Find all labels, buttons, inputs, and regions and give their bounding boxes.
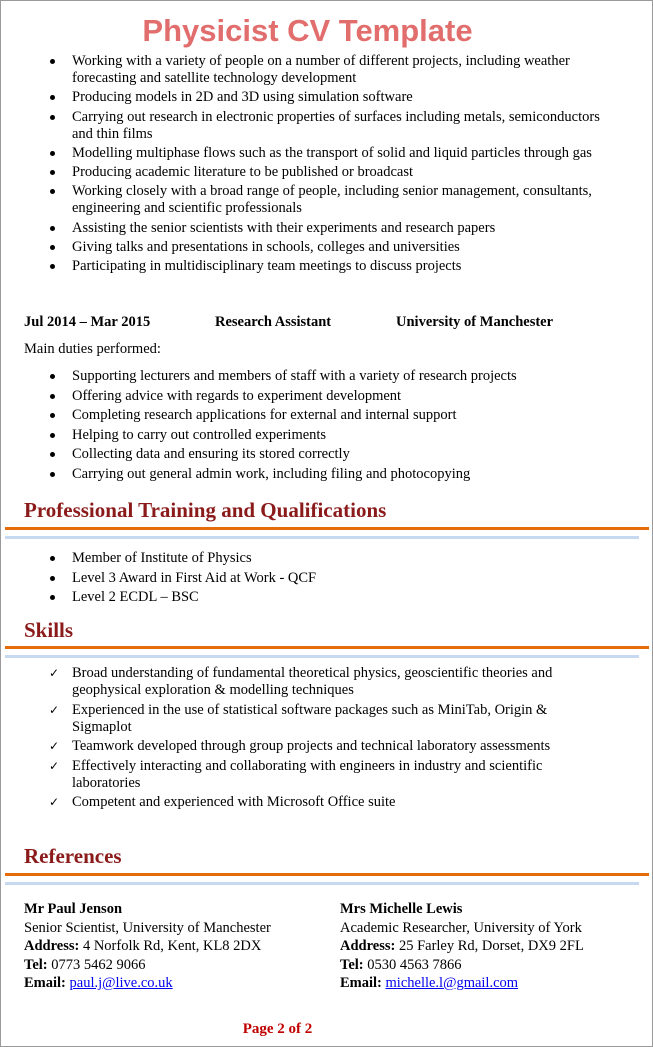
address-label: Address: xyxy=(24,938,80,954)
duties-label: Main duties performed: xyxy=(24,341,161,357)
bullet-icon xyxy=(50,576,55,581)
bullet-icon xyxy=(50,433,55,438)
reference-address: 4 Norfolk Rd, Kent, KL8 2DX xyxy=(79,938,262,954)
bullet-icon xyxy=(50,452,55,457)
email-label: Email: xyxy=(340,975,382,991)
section-rule-orange xyxy=(5,873,649,876)
reference-position: Academic Researcher, University of York xyxy=(340,919,582,936)
reference-name: Mr Paul Jenson xyxy=(24,901,123,917)
bullet-icon xyxy=(50,189,55,194)
bullet-icon xyxy=(50,374,55,379)
list-item: Offering advice with regards to experiment development xyxy=(1,388,601,405)
bullet-icon xyxy=(50,151,55,156)
section-rule-blue xyxy=(5,655,639,658)
reference-address: 25 Farley Rd, Dorset, DX9 2FL xyxy=(395,938,584,954)
list-item: Working closely with a broad range of people, including senior management, consultants, engineering and scientific professionals xyxy=(1,183,601,217)
reference-1 xyxy=(24,900,271,993)
list-item: Member of Institute of Physics xyxy=(1,550,601,567)
list-item: ✓ Experienced in the use of statistical software packages such as MiniTab, Origin & Sigmaplot xyxy=(49,701,548,735)
checkmark-icon: ✓ xyxy=(49,795,60,809)
job-dates: Jul 2014 – Mar 2015 xyxy=(24,314,151,330)
tel-label: Tel: xyxy=(340,956,364,973)
list-item: Level 2 ECDL – BSC xyxy=(1,589,601,606)
bullet-icon xyxy=(50,472,55,477)
bullet-icon xyxy=(50,95,55,100)
bullet-icon xyxy=(50,59,55,64)
bullet-icon xyxy=(50,556,55,561)
reference-tel: 0530 4563 7866 xyxy=(363,956,462,973)
list-item: Modelling multiphase flows such as the transport of solid and liquid particles through gas xyxy=(1,145,601,162)
list-item: Participating in multidisciplinary team meetings to discuss projects xyxy=(1,258,601,275)
list-item: Completing research applications for external and internal support xyxy=(1,407,601,424)
bullet-icon xyxy=(50,115,55,120)
training-heading: Professional Training and Qualifications xyxy=(24,498,387,522)
bullet-icon xyxy=(50,394,55,399)
list-item: Collecting data and ensuring its stored correctly xyxy=(1,446,601,463)
tel-label: Tel: xyxy=(24,956,48,973)
list-item: ✓ Effectively interacting and collaborating with engineers in industry and scientific laboratories xyxy=(49,757,543,791)
bullet-icon xyxy=(50,245,55,250)
list-item: Carrying out general admin work, including filing and photocopying xyxy=(1,466,601,483)
skills-list xyxy=(1,665,601,811)
training-list xyxy=(1,550,601,606)
address-label: Address: xyxy=(340,938,396,954)
section-rule-orange xyxy=(5,646,649,649)
page-number: Page 2 of 2 xyxy=(242,1021,313,1037)
bullet-icon xyxy=(50,264,55,269)
list-item: Working with a variety of people on a number of different projects, including weather forecasting and satellite technology development xyxy=(1,53,601,87)
list-item: Producing models in 2D and 3D using simulation software xyxy=(1,89,601,106)
checkmark-icon: ✓ xyxy=(49,702,60,717)
job-role: Research Assistant xyxy=(215,314,332,330)
list-item: Carrying out research in electronic properties of surfaces including metals, semiconductors and thin films xyxy=(1,109,601,143)
email-label: Email: xyxy=(24,975,66,991)
reference-2 xyxy=(340,900,584,993)
skills-heading: Skills xyxy=(24,618,74,642)
checkmark-icon: ✓ xyxy=(49,666,60,680)
bullet-icon xyxy=(50,226,55,231)
list-item: ✓ Teamwork developed through group projects and technical laboratory assessments xyxy=(49,738,551,754)
bullet-icon xyxy=(50,170,55,175)
list-item: Level 3 Award in First Aid at Work - QCF xyxy=(1,570,601,587)
checkmark-icon: ✓ xyxy=(49,739,60,753)
reference-name: Mrs Michelle Lewis xyxy=(340,901,463,917)
references-heading: References xyxy=(24,844,122,868)
bullet-icon xyxy=(50,413,55,418)
list-item: Supporting lecturers and members of staff with a variety of research projects xyxy=(1,368,601,385)
document-title: Physicist CV Template xyxy=(142,13,473,48)
reference-tel: 0773 5462 9066 xyxy=(47,956,146,973)
job-heading xyxy=(24,314,624,332)
section-rule-orange xyxy=(5,527,649,530)
list-item: Producing academic literature to be published or broadcast xyxy=(1,164,601,181)
reference-position: Senior Scientist, University of Manchester xyxy=(24,919,271,936)
previous-duties-list xyxy=(1,53,601,275)
list-item: Helping to carry out controlled experiments xyxy=(1,427,601,444)
checkmark-icon: ✓ xyxy=(49,758,60,773)
section-rule-blue xyxy=(5,536,639,539)
list-item: ✓ Competent and experienced with Microsoft Office suite xyxy=(49,794,396,810)
bullet-icon xyxy=(50,595,55,600)
reference-email-link[interactable]: paul.j@live.co.uk xyxy=(69,975,173,991)
list-item: Giving talks and presentations in schools, colleges and universities xyxy=(1,239,601,256)
reference-email-link[interactable]: michelle.l@gmail.com xyxy=(385,975,519,991)
list-item: Assisting the senior scientists with their experiments and research papers xyxy=(1,220,601,237)
section-rule-blue xyxy=(5,882,639,885)
job-duties-list xyxy=(1,368,601,483)
list-item: ✓ Broad understanding of fundamental theoretical physics, geoscientific theories and geophysical exploration & modelling techniques xyxy=(49,665,553,698)
job-employer: University of Manchester xyxy=(396,314,554,330)
